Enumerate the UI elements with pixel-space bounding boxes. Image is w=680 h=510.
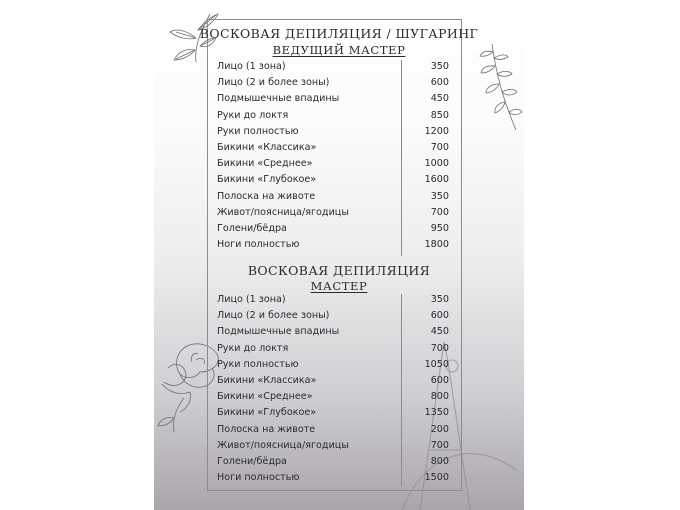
price-list-page (154, 0, 524, 510)
service-name: Лицо (2 и более зоны) (217, 77, 330, 89)
service-name: Ноги полностью (217, 472, 300, 484)
service-price: 200 (430, 423, 449, 435)
service-name: Бикини «Глубокое» (217, 407, 317, 419)
service-price: 1350 (424, 407, 449, 419)
service-name: Голени/бёдра (217, 223, 287, 234)
price-row (217, 124, 449, 140)
service-name: Руки до локтя (217, 109, 289, 121)
price-row (217, 91, 449, 107)
price-row (217, 75, 449, 91)
service-price: 450 (430, 326, 449, 338)
service-price: 1800 (424, 239, 449, 251)
service-price: 950 (430, 223, 449, 234)
service-name: Бикини «Классика» (217, 375, 317, 386)
price-row (217, 438, 449, 454)
service-price: 450 (430, 93, 449, 105)
price-row (217, 59, 449, 75)
price-row (217, 341, 449, 357)
price-row (217, 422, 449, 438)
service-price: 700 (430, 342, 449, 354)
price-row (217, 454, 449, 470)
service-price: 1500 (424, 472, 449, 484)
service-name: Ноги полностью (217, 239, 300, 251)
service-name: Лицо (2 и более зоны) (217, 310, 330, 322)
service-name: Лицо (1 зона) (217, 294, 286, 305)
section-2-title: ВОСКОВАЯ ДЕПИЛЯЦИЯ (247, 263, 431, 278)
service-price: 600 (430, 77, 449, 89)
service-price: 1000 (424, 158, 449, 170)
price-row (217, 221, 449, 237)
service-name: Подмышечные впадины (217, 93, 340, 105)
price-row (217, 140, 449, 156)
service-price: 800 (430, 456, 449, 467)
service-name: Полоска на животе (217, 190, 316, 202)
service-name: Живот/поясница/ягодицы (217, 439, 349, 451)
section-2-subtitle-text: МАСТЕР (310, 279, 368, 293)
service-price: 850 (430, 109, 449, 121)
section-1-subtitle-text: ВЕДУЩИЙ МАСТЕР (272, 43, 406, 57)
price-row (217, 292, 449, 308)
price-row (217, 405, 449, 421)
price-row (217, 470, 449, 486)
service-price: 1200 (424, 125, 449, 137)
service-name: Лицо (1 зона) (217, 61, 286, 72)
price-row (217, 324, 449, 340)
service-name: Полоска на животе (217, 423, 316, 435)
service-price: 1050 (424, 358, 449, 370)
service-name: Бикини «Среднее» (217, 158, 313, 170)
price-row (217, 237, 449, 253)
service-price: 600 (430, 310, 449, 322)
service-name: Бикини «Глубокое» (217, 174, 317, 186)
service-price: 1600 (424, 174, 449, 186)
service-price: 800 (430, 391, 449, 403)
price-row (217, 373, 449, 389)
service-name: Руки полностью (217, 358, 299, 370)
service-price: 700 (430, 439, 449, 451)
service-price: 350 (430, 294, 449, 305)
service-price: 350 (430, 61, 449, 72)
service-name: Руки полностью (217, 125, 299, 137)
service-name: Подмышечные впадины (217, 326, 340, 338)
price-row (217, 308, 449, 324)
service-name: Живот/поясница/ягодицы (217, 206, 349, 218)
price-row (217, 389, 449, 405)
service-name: Бикини «Классика» (217, 142, 317, 153)
service-name: Голени/бёдра (217, 456, 287, 467)
service-price: 700 (430, 206, 449, 218)
price-row (217, 108, 449, 124)
price-row (217, 156, 449, 172)
service-name: Руки до локтя (217, 342, 289, 354)
price-row (217, 189, 449, 205)
service-price: 600 (430, 375, 449, 386)
price-row (217, 205, 449, 221)
price-row (217, 357, 449, 373)
price-row (217, 172, 449, 188)
service-name: Бикини «Среднее» (217, 391, 313, 403)
section-1-subtitle (154, 44, 524, 57)
service-price: 350 (430, 190, 449, 202)
section-1-title: ВОСКОВАЯ ДЕПИЛЯЦИЯ / ШУГАРИНГ (199, 26, 479, 41)
service-price: 700 (430, 142, 449, 153)
